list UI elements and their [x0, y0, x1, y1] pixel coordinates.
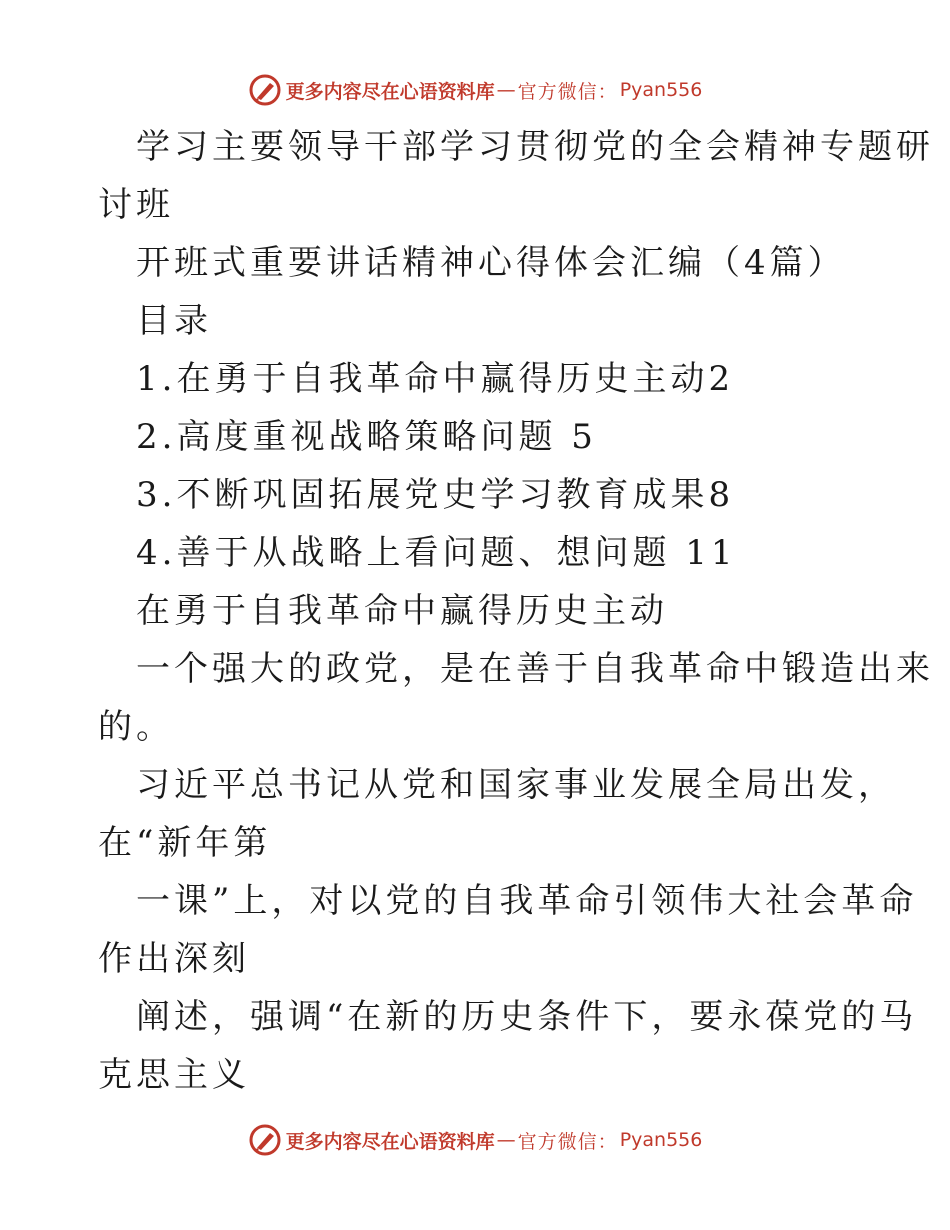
- banner-wechat-id: Pyan556: [619, 1129, 703, 1151]
- paragraph-line: 阐述，强调“在新的历史条件下，要永葆党的马: [136, 997, 918, 1037]
- toc-item-3: 3.不断巩固拓展党史学习教育成果8: [136, 475, 735, 515]
- paragraph-line: 的。: [98, 707, 174, 747]
- paragraph-line: 作出深刻: [98, 939, 250, 979]
- paragraph-line: 一个强大的政党，是在善于自我革命中锻造出来: [136, 649, 934, 689]
- header-banner: [0, 70, 950, 110]
- pen-logo-icon: [248, 1123, 282, 1157]
- section-heading: 在勇于自我革命中赢得历史主动: [136, 591, 668, 631]
- toc-item-2: 2.高度重视战略策略问题 5: [136, 417, 597, 457]
- banner-brand: 更多内容尽在心语资料库: [285, 1130, 495, 1153]
- toc-item-1: 1.在勇于自我革命中赢得历史主动2: [136, 359, 735, 399]
- paragraph-line: 习近平总书记从党和国家事业发展全局出发，: [136, 765, 896, 805]
- paragraph-line: 克思主义: [98, 1055, 250, 1095]
- toc-heading: 目录: [136, 301, 212, 341]
- doc-title-line-3: 开班式重要讲话精神心得体会汇编（4篇）: [136, 243, 846, 283]
- banner-brand: 更多内容尽在心语资料库: [285, 80, 495, 103]
- paragraph-line: 在“新年第: [98, 823, 272, 863]
- footer-banner: [0, 1120, 950, 1160]
- banner-dash: —: [496, 79, 516, 101]
- doc-title-line-1: 学习主要领导干部学习贯彻党的全会精神专题研: [136, 127, 934, 167]
- toc-item-4: 4.善于从战略上看问题、想问题 11: [136, 533, 737, 573]
- doc-title-line-2: 讨班: [98, 185, 174, 225]
- paragraph-line: 一课”上，对以党的自我革命引领伟大社会革命: [136, 881, 918, 921]
- banner-wechat-label: 官方微信：: [517, 80, 618, 103]
- banner-wechat-label: 官方微信：: [517, 1130, 618, 1153]
- pen-logo-icon: [248, 73, 282, 107]
- banner-dash: —: [496, 1129, 516, 1151]
- banner-wechat-id: Pyan556: [619, 79, 703, 101]
